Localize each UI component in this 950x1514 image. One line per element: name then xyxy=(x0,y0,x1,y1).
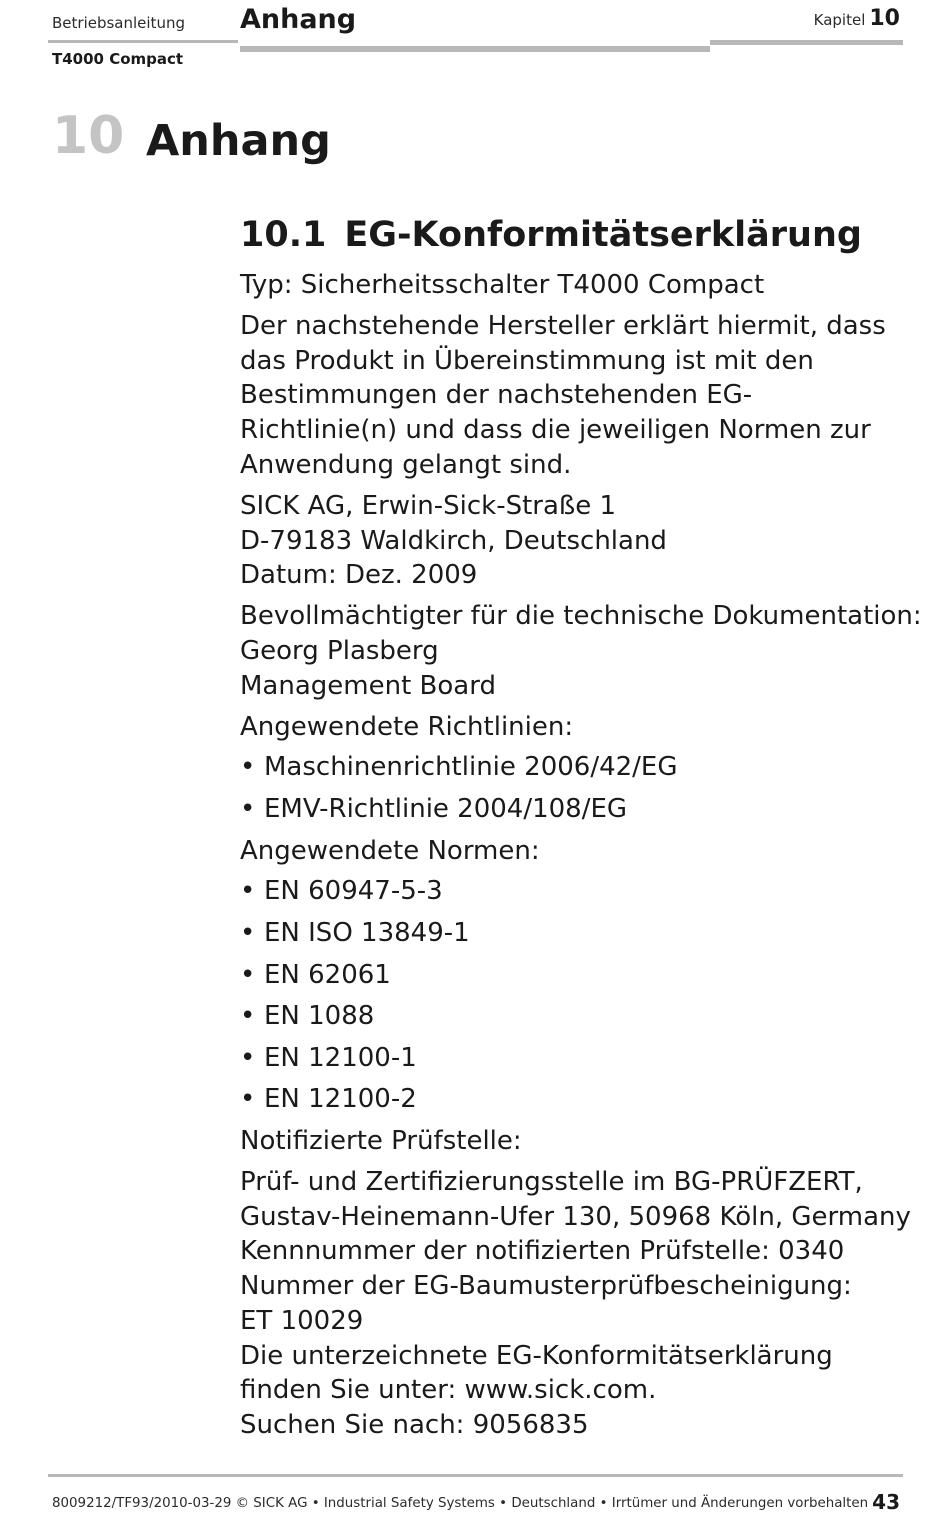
section-title xyxy=(240,215,862,255)
notified-line: Gustav-Heinemann-Ufer 130, 50968 Köln, Germany xyxy=(240,1201,911,1232)
notified-body-details xyxy=(240,1165,911,1443)
notified-line: Die unterzeichnete EG-Konformitätserklärung xyxy=(240,1340,833,1371)
authorized-role: Management Board xyxy=(240,670,496,701)
list-item: • EN 12100-1 xyxy=(240,1041,905,1076)
directives-heading: Angewendete Richtlinien: xyxy=(240,711,574,742)
type-line: Typ: Sicherheitsschalter T4000 Compact xyxy=(240,270,765,300)
notified-line: Prüf- und Zertifizierungsstelle im BG-PRÜFZERT, xyxy=(240,1166,863,1197)
header-chapter-number: 10 xyxy=(869,6,900,31)
header-doc-type: Betriebsanleitung xyxy=(52,14,185,32)
footer-rule xyxy=(48,1474,903,1477)
header-chapter xyxy=(814,6,900,31)
authorized-label: Bevollmächtigter für die technische Dokumentation: xyxy=(240,601,922,632)
page-number: 43 xyxy=(872,1490,900,1514)
notified-line: ET 10029 xyxy=(240,1305,364,1336)
chapter-number: 10 xyxy=(52,106,125,166)
chapter-title: Anhang xyxy=(146,116,331,166)
notified-line: Nummer der EG-Baumusterprüfbescheinigung: xyxy=(240,1271,852,1302)
authorized-name: Georg Plasberg xyxy=(240,635,439,666)
directives-list xyxy=(240,750,905,826)
section-number: 10.1 xyxy=(240,215,327,255)
manufacturer-address xyxy=(240,489,905,593)
notified-line: Kennnummer der notifizierten Prüfstelle: 0340 xyxy=(240,1236,845,1267)
date-line: Datum: Dez. 2009 xyxy=(240,560,478,591)
footer-text: 8009212/TF93/2010-03-29 © SICK AG • Industrial Safety Systems • Deutschland • Irrtümer und Änderungen vorbehalten xyxy=(52,1496,869,1511)
list-item: • EN 60947-5-3 xyxy=(240,874,905,909)
list-item: • EN 62061 xyxy=(240,958,905,993)
standards-heading: Angewendete Normen: xyxy=(240,835,540,866)
address-line: D-79183 Waldkirch, Deutschland xyxy=(240,525,667,556)
header-rule-left xyxy=(48,40,238,43)
intro-paragraph: Der nachstehende Hersteller erklärt hiermit, dass das Produkt in Übereinstimmung ist mit den Bestimmungen der nachstehenden EG-Richtlinie(n) und dass die jeweiligen Normen zur Anwendung gelangt sind. xyxy=(240,310,886,480)
notified-line: Suchen Sie nach: 9056835 xyxy=(240,1410,589,1441)
notified-line: finden Sie unter: www.sick.com. xyxy=(240,1375,657,1406)
authorized-representative xyxy=(240,599,922,703)
list-item: • EN ISO 13849-1 xyxy=(240,916,905,951)
header-rule-center xyxy=(240,46,710,52)
header-chapter-label: Kapitel xyxy=(813,11,866,29)
list-item: • EMV-Richtlinie 2004/108/EG xyxy=(240,792,905,827)
address-line: SICK AG, Erwin-Sick-Straße 1 xyxy=(240,490,617,521)
header-section: Anhang xyxy=(240,4,357,35)
section-title-text: EG-Konformitätserklärung xyxy=(344,215,862,255)
standards-list xyxy=(240,874,905,1117)
header-rule-right xyxy=(710,40,903,45)
list-item: • Maschinenrichtlinie 2006/42/EG xyxy=(240,750,905,785)
declaration-body xyxy=(240,268,922,1449)
list-item: • EN 12100-2 xyxy=(240,1082,905,1117)
notified-body-heading: Notifizierte Prüfstelle: xyxy=(240,1125,522,1156)
header-product: T4000 Compact xyxy=(52,50,184,68)
list-item: • EN 1088 xyxy=(240,999,905,1034)
